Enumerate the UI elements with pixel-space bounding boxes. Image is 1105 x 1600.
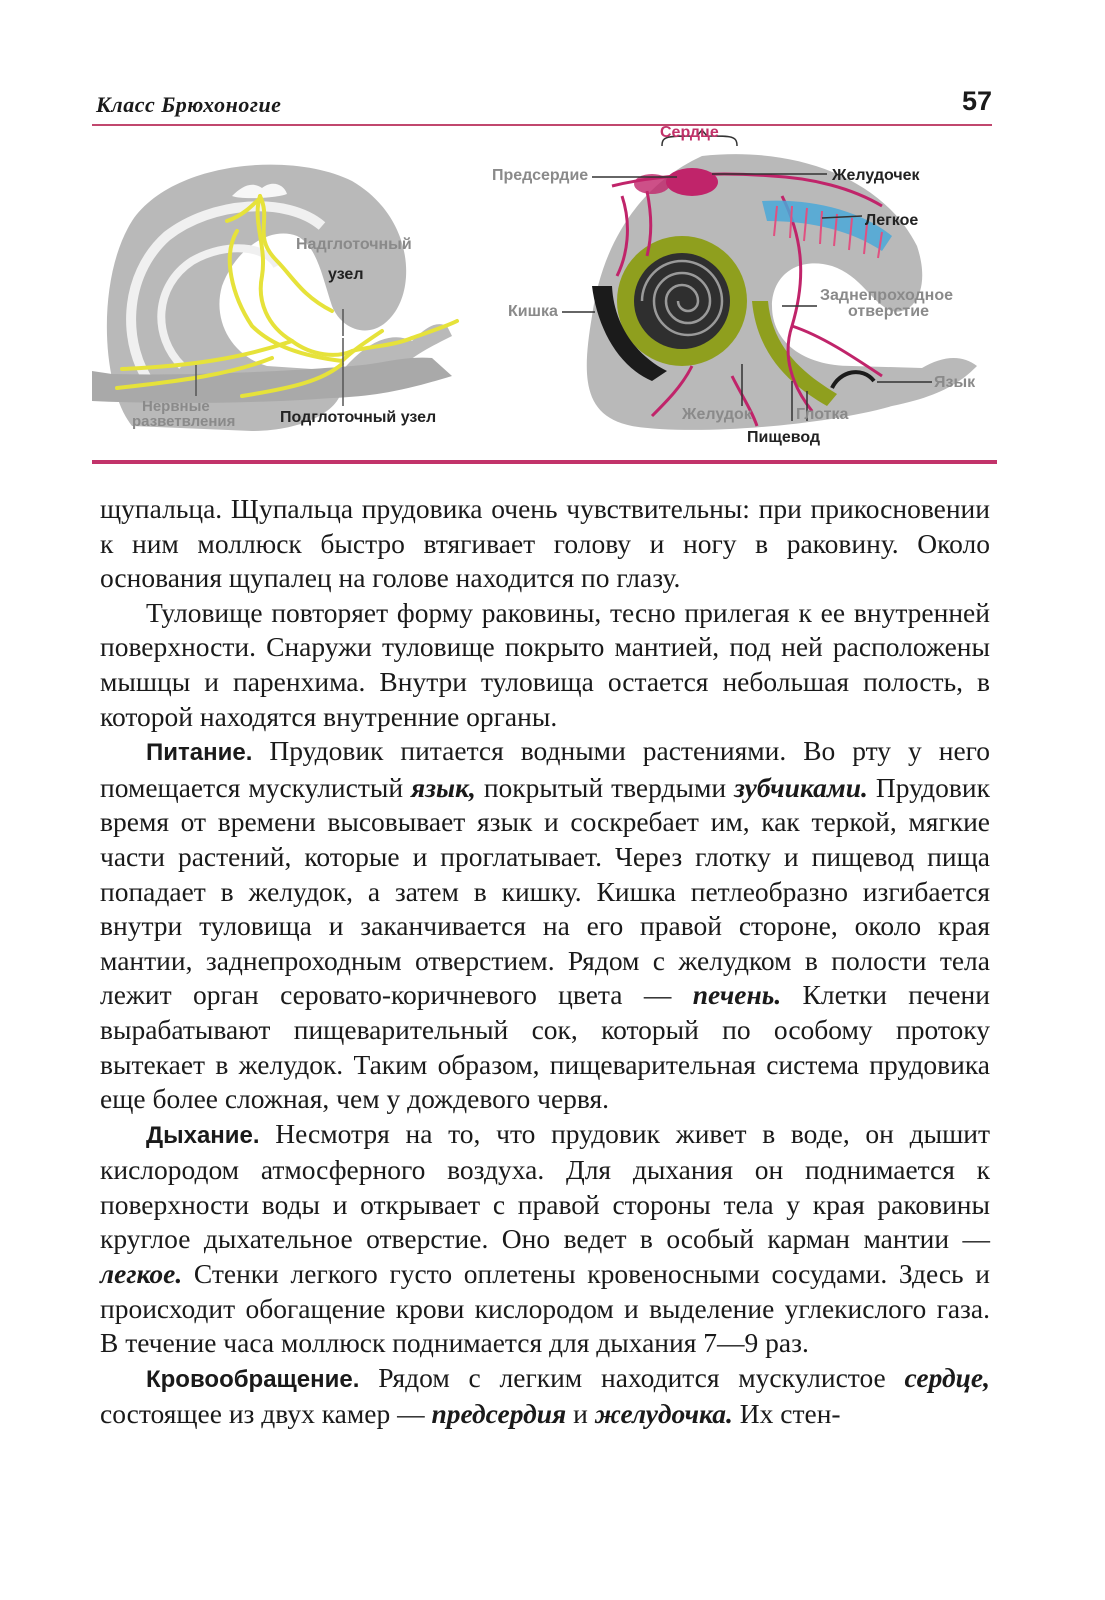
paragraph: щупальца. Щупальца прудовика очень чувствительны: при прикосновении к ним моллюск быстро втягивает голову и ногу в раковину. Около основания щупалец на голове находится по глазу.: [100, 493, 990, 594]
label-pharynx: Глотка: [796, 406, 849, 423]
term-tongue: язык,: [411, 771, 476, 803]
heading-respiration: Дыхание.: [146, 1121, 260, 1149]
snail-anatomy-figure: [92, 126, 997, 471]
heading-circulation: Кровообращение.: [146, 1365, 360, 1393]
term-heart: сердце,: [904, 1361, 990, 1393]
term-ventricle: желудочка.: [594, 1398, 733, 1430]
label-ventricle: Желудочек: [832, 167, 920, 184]
section-title: Класс Брюхоногие: [96, 92, 282, 117]
term-lung: легкое.: [100, 1258, 183, 1290]
nervous-system-diagram: [92, 165, 457, 431]
label-anus-line2: отверстие: [848, 303, 929, 320]
body-text: [100, 492, 990, 1432]
label-lung: Легкое: [865, 212, 919, 229]
paragraph-circulation: Кровообращение. Рядом с легким находится мускулистое сердце, состоящее из двух камер — предсердия и желудочка. Их стен-: [100, 1361, 990, 1430]
label-heart: Сердце: [660, 124, 719, 141]
paragraph-nutrition: Питание. Прудовик питается водными растениями. Во рту у него помещается мускулистый язык, покрытый твердыми зубчиками. Прудовик время от времени высовывает язык и соскребает им, как теркой, мягкие части растений, которые и проглатывает. Через глотку и пищевод пища попадает в желудок, а затем в кишку. Кишка петлеобразно изгибается внутри туловища и заканчивается на его правой стороне, около края мантии, заднепроходным отверстием. Рядом с желудком в полости тела лежит орган серовато-коричневого цвета — печень. Клетки печени вырабатывают пищеварительный сок, который по особому протоку вытекает в желудок. Таким образом, пищеварительная система прудовика еще более сложная, чем у дождевого червя.: [100, 735, 990, 1115]
label-supraesophageal-ganglion: Надглоточный: [296, 236, 412, 253]
label-supraesophageal-ganglion-line2: узел: [328, 266, 364, 283]
term-liver: печень.: [692, 979, 782, 1011]
term-teeth: зубчиками.: [734, 771, 868, 803]
page-header: [92, 86, 992, 126]
label-nerve-branches: Нервные: [142, 398, 210, 415]
label-anus: Заднепроходное: [820, 287, 954, 304]
label-stomach: Желудок: [682, 406, 752, 423]
label-nerve-branches-line2: разветвления: [132, 413, 236, 430]
paragraph-respiration: Дыхание. Несмотря на то, что прудовик живет в воде, он дышит кислородом атмосферного воздуха. Для дыхания он поднимается к поверхности воды и открывает с правой стороны тела у края раковины круглое дыхательное отверстие. Оно ведет в особый карман мантии — легкое. Стенки легкого густо оплетены кровеносными сосудами. Здесь и происходит обогащение крови кислородом и выделение углекислого газа. В течение часа моллюск поднимается для дыхания 7—9 раз.: [100, 1117, 990, 1359]
label-subesophageal-ganglion: Подглоточный узел: [280, 409, 437, 426]
page-number: 57: [961, 86, 992, 116]
paragraph: Туловище повторяет форму раковины, тесно прилегая к ее внутренней поверхности. Снаружи туловище покрыто мантией, под ней расположены мышцы и паренхима. Внутри туловища остается небольшая полость, в которой находятся внутренние органы.: [100, 596, 990, 732]
label-tongue: Язык: [934, 374, 976, 391]
heading-nutrition: Питание.: [146, 739, 253, 767]
label-intestine: Кишка: [508, 303, 558, 320]
label-esophagus: Пищевод: [747, 429, 821, 446]
label-atrium: Предсердие: [492, 167, 589, 184]
figure-rule: [92, 460, 997, 464]
term-atrium: предсердия: [431, 1398, 567, 1430]
